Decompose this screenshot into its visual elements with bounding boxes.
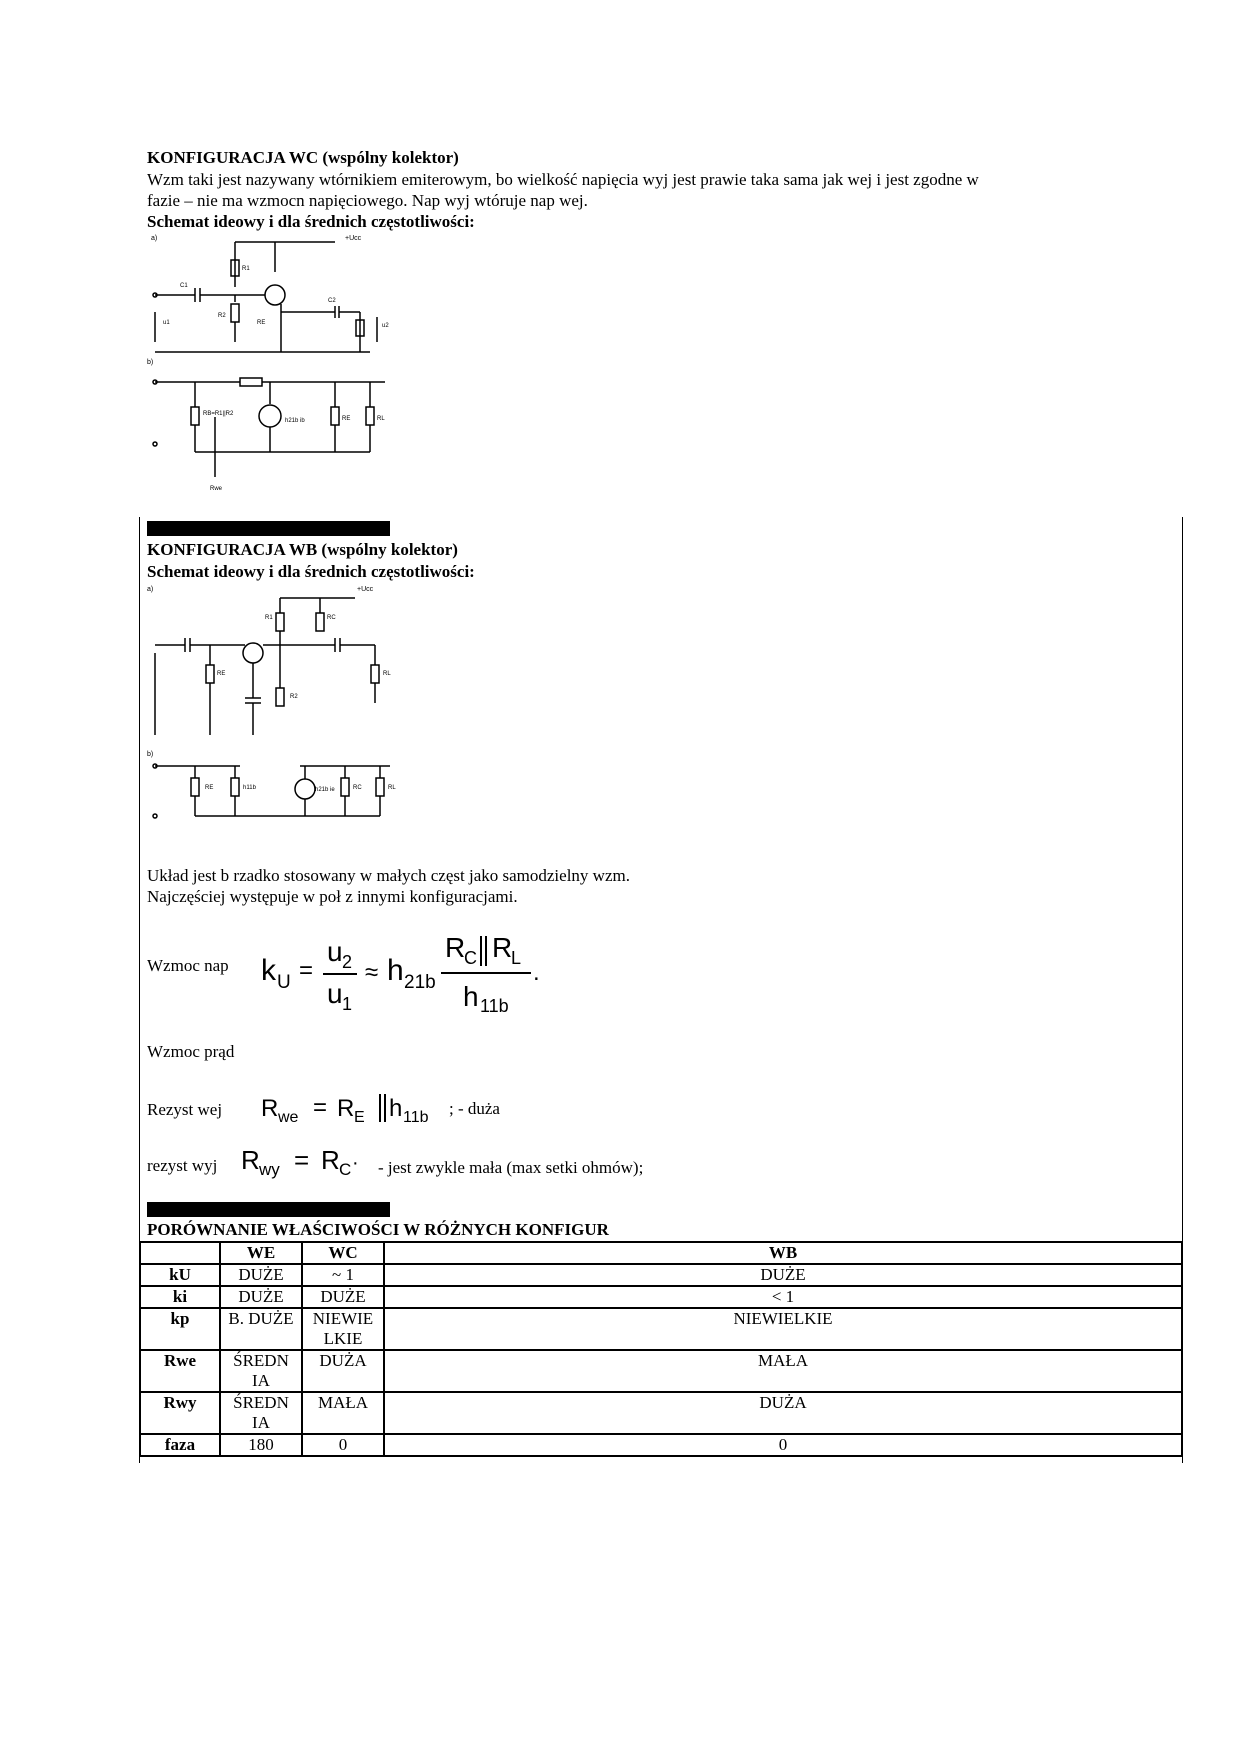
svg-text:u1: u1 [163,320,170,326]
table-row [140,1350,1182,1392]
table-cell: DUŻA [384,1392,1182,1434]
table-cell: MAŁA [302,1392,384,1434]
comparison-heading: PORÓWNANIE WŁAŚCIWOŚCI W RÓŻNYCH KONFIGUR [147,1220,609,1239]
svg-text:a): a) [151,235,158,242]
svg-text:C: C [464,948,477,968]
table-row [140,1392,1182,1434]
table-cell: ~ 1 [302,1264,384,1286]
section-separator-bar [147,521,390,536]
wc-paragraph-line-2: fazie – nie ma wzmocn napięciowego. Nap wyj wtóruje nap wej. [147,191,588,210]
table-row [140,1286,1182,1308]
svg-text:h: h [463,981,479,1012]
svg-text:RL: RL [383,671,391,677]
row-label: kp [140,1308,220,1350]
svg-text:R1: R1 [265,615,273,621]
svg-text:k: k [261,954,276,987]
table-cell: 0 [384,1434,1182,1456]
current-gain-label: Wzmoc prąd [147,1042,235,1061]
svg-text:11b: 11b [480,996,509,1016]
svg-text:RL: RL [377,416,385,422]
svg-text:R1: R1 [242,266,250,272]
svg-text:R2: R2 [290,694,298,700]
svg-text:b): b) [147,359,154,366]
table-cell: ŚREDN IA [220,1392,302,1434]
svg-text:L: L [511,948,522,968]
output-resistance-note: - jest zwykle mała (max setki ohmów); [378,1158,644,1177]
wb-heading: KONFIGURACJA WB (wspólny kolektor) [147,540,458,559]
table-header-cell [140,1242,220,1264]
wc-heading: KONFIGURACJA WC (wspólny kolektor) [147,148,459,167]
svg-text:RL: RL [388,785,396,791]
svg-text:≈: ≈ [365,959,379,986]
table-cell: DUŻA [302,1350,384,1392]
wc-schema-label: Schemat ideowy i dla średnich częstotliwości: [147,212,475,231]
table-cell: 0 [302,1434,384,1456]
voltage-gain-label: Wzmoc nap [147,956,229,975]
table-cell: NIEWIE LKIE [302,1308,384,1350]
svg-text:C: C [339,1160,352,1179]
table-cell: DUŻE [220,1286,302,1308]
svg-text:R: R [321,1145,340,1175]
table-cell: DUŻE [302,1286,384,1308]
table-cell: DUŻE [220,1264,302,1286]
svg-text:·: · [352,1152,359,1174]
svg-text:a): a) [147,586,154,593]
table-cell: DUŻE [384,1264,1182,1286]
svg-text:u: u [327,936,343,967]
svg-text:h21b ie: h21b ie [315,787,335,793]
svg-text:RB=R1||R2: RB=R1||R2 [203,411,234,417]
row-label: Rwe [140,1350,220,1392]
table-row [140,1434,1182,1456]
input-resistance-note: ; - duża [449,1099,500,1118]
svg-text:+Ucc: +Ucc [357,586,374,593]
svg-text:b): b) [147,751,154,758]
svg-text:R: R [492,932,513,963]
table-cell: ŚREDN IA [220,1350,302,1392]
svg-text:21b: 21b [404,972,436,993]
svg-text:u2: u2 [382,323,389,329]
row-label: Rwy [140,1392,220,1434]
svg-text:h11b: h11b [243,785,256,791]
svg-text:R: R [445,932,466,963]
svg-text:RE: RE [205,785,214,791]
input-resistance-label: Rezyst wej [147,1100,223,1119]
comparison-table [139,1241,1183,1457]
table-header-cell: WE [220,1242,302,1264]
svg-text:RC: RC [353,785,362,791]
voltage-gain-formula [255,928,555,1018]
svg-text:Rwe: Rwe [210,486,223,492]
wc-paragraph-line-1: Wzm taki jest nazywany wtórnikiem emiterowym, bo wielkość napięcia wyj jest prawie taka sama jak wej i jest zgodne w [147,170,979,189]
svg-text:h21b ib: h21b ib [285,418,305,424]
row-label: ki [140,1286,220,1308]
svg-text:R: R [337,1095,355,1122]
table-cell: < 1 [384,1286,1182,1308]
output-resistance-formula [237,1141,377,1181]
svg-text:h: h [387,954,404,987]
svg-text:R: R [241,1145,260,1175]
wb-description-line-1: Układ jest b rzadko stosowany w małych częst jako samodzielny wzm. [147,866,630,885]
svg-text:RE: RE [257,320,266,326]
svg-text:11b: 11b [403,1109,429,1126]
table-row [140,1264,1182,1286]
table-cell: NIEWIELKIE [384,1308,1182,1350]
svg-text:u: u [327,978,343,1009]
table-header-cell: WC [302,1242,384,1264]
svg-text:wy: wy [259,1160,280,1179]
svg-text:R: R [261,1095,279,1122]
svg-text:.: . [533,959,540,986]
row-label: kU [140,1264,220,1286]
svg-text:C2: C2 [328,298,336,304]
svg-text:=: = [313,1094,328,1121]
wb-circuit-diagram [145,583,435,863]
svg-text:U: U [277,972,291,993]
table-header-cell: WB [384,1242,1182,1264]
input-resistance-formula [257,1090,457,1130]
svg-text:1: 1 [342,994,353,1014]
svg-text:RC: RC [327,615,336,621]
svg-text:h: h [389,1095,403,1122]
table-header-row [140,1242,1182,1264]
svg-text:RE: RE [217,671,226,677]
section-separator-bar-2 [147,1202,390,1217]
svg-text:=: = [294,1145,310,1175]
svg-text:2: 2 [342,952,353,972]
svg-text:+Ucc: +Ucc [345,235,362,242]
svg-text:=: = [299,957,314,984]
table-row [140,1308,1182,1350]
table-cell: MAŁA [384,1350,1182,1392]
wb-schema-label: Schemat ideowy i dla średnich częstotliwości: [147,562,475,581]
svg-text:RE: RE [342,416,351,422]
output-resistance-label: rezyst wyj [147,1156,218,1175]
svg-text:R2: R2 [218,313,226,319]
table-cell: 180 [220,1434,302,1456]
table-cell: B. DUŻE [220,1308,302,1350]
svg-text:E: E [354,1109,365,1126]
svg-text:we: we [278,1109,299,1126]
svg-text:C1: C1 [180,283,188,289]
row-label: faza [140,1434,220,1456]
wb-description-line-2: Najczęściej występuje w poł z innymi konfiguracjami. [147,887,518,906]
wc-circuit-diagram [145,232,465,494]
